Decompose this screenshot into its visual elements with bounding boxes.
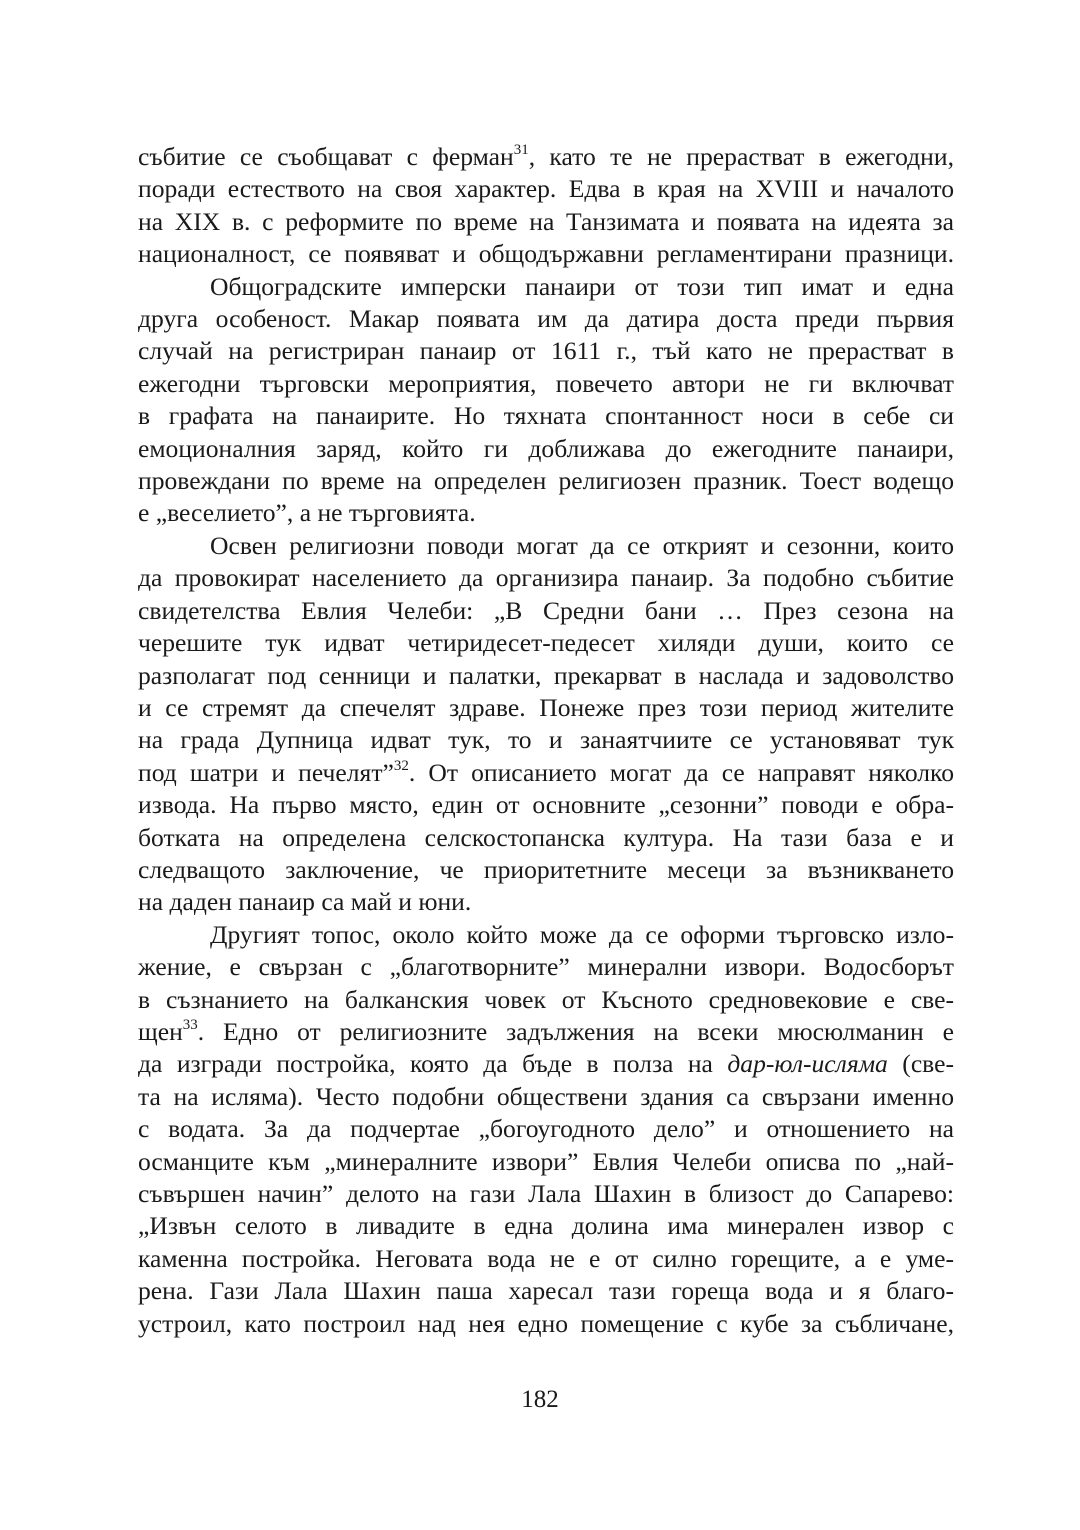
text-line xyxy=(138,335,954,367)
text-segment: щен xyxy=(138,1016,183,1046)
text-line xyxy=(138,1016,954,1048)
paragraphs xyxy=(138,141,954,1340)
text-segment: извода. На първо място, един от основните „сезонни” поводи е обра- xyxy=(138,790,954,820)
text-line xyxy=(138,724,954,756)
text-segment: в съзнанието на балканския човек от Късното средновековие е све- xyxy=(138,984,954,1014)
text-line xyxy=(138,757,954,789)
text-segment: свидетелства Евлия Челеби: „В Средни бани … През сезона на xyxy=(138,595,954,625)
text-segment: да провокират населението да организира панаир. За подобно събитие xyxy=(138,563,954,593)
text-segment: на града Дупница идват тук, то и занаятчиите се установяват тук xyxy=(138,725,954,755)
text-line xyxy=(138,238,954,270)
text-line xyxy=(138,562,954,594)
text-segment: разполагат под сенници и палатки, прекарват в наслада и задоволство xyxy=(138,660,954,690)
text-line xyxy=(138,854,954,886)
text-segment: каменна постройка. Неговата вода не е от силно горещите, а е уме- xyxy=(138,1243,954,1273)
text-line xyxy=(138,886,954,918)
text-segment: Освен религиозни поводи могат да се открият и сезонни, които xyxy=(210,530,954,560)
text-segment: поради естеството на своя характер. Едва в края на XVIII и началото xyxy=(138,174,954,204)
text-line xyxy=(138,1243,954,1275)
text-line xyxy=(138,173,954,205)
text-line xyxy=(138,271,954,303)
text-line xyxy=(138,1178,954,1210)
text-segment: ботката на определена селскостопанска култура. На тази база е и xyxy=(138,822,954,852)
text-segment: Другият топос, около който може да се оформи търговско изло- xyxy=(210,919,954,949)
text-line xyxy=(138,627,954,659)
text-line xyxy=(138,660,954,692)
text-segment: рена. Гази Лала Шахин паша харесал тази гореща вода и я благо- xyxy=(138,1276,954,1306)
text-line xyxy=(138,530,954,562)
text-segment: провеждани по време на определен религиозен празник. Тоест водещо xyxy=(138,466,954,496)
text-line xyxy=(138,465,954,497)
text-segment: „Извън селото в ливадите в една долина има минерален извор с xyxy=(138,1211,954,1241)
text-line xyxy=(138,1146,954,1178)
text-segment: на XIX в. с реформите по време на Танзимата и появата на идеята за xyxy=(138,206,954,236)
text-segment: под шатри и печелят” xyxy=(138,757,394,787)
text-line xyxy=(138,984,954,1016)
text-line xyxy=(138,919,954,951)
text-line xyxy=(138,497,954,529)
footnote-ref: 33 xyxy=(182,1016,198,1033)
paragraph-4 xyxy=(138,919,954,1340)
text-line xyxy=(138,1081,954,1113)
italic-term: дар-юл-исляма xyxy=(727,1049,888,1079)
page-body xyxy=(138,141,954,1340)
text-segment: с водата. За да подчертае „богоугодното дело” и отношението на xyxy=(138,1114,954,1144)
text-segment: , като те не прерастват в ежегодни, xyxy=(528,142,954,171)
text-line xyxy=(138,141,954,173)
text-segment: устроил, като построил над нея едно помещение с кубе за събличане, xyxy=(138,1308,954,1338)
text-segment: и се стремят да спечелят здраве. Понеже през този период жителите xyxy=(138,692,954,722)
text-segment: националност, се появяват и общодържавни регламентирани празници. xyxy=(138,239,954,269)
text-segment: събитие се съобщават с ферман xyxy=(138,142,514,171)
footnote-ref: 31 xyxy=(513,142,529,158)
text-line xyxy=(138,206,954,238)
paragraph-1 xyxy=(138,141,954,271)
text-line xyxy=(138,303,954,335)
text-segment: да изгради постройка, която да бъде в полза на xyxy=(138,1049,728,1079)
text-line xyxy=(138,1048,954,1080)
text-line xyxy=(138,822,954,854)
text-segment: ежегодни търговски мероприятия, повечето автори не ги включват xyxy=(138,368,954,398)
text-segment: в графата на панаирите. Но тяхната спонтанност носи в себе си xyxy=(138,401,954,431)
text-segment: съвършен начин” делото на гази Лала Шахин в близост до Сапарево: xyxy=(138,1179,954,1208)
text-segment: следващото заключение, че приоритетните месеци за възникването xyxy=(138,854,954,884)
footnote-ref: 32 xyxy=(393,757,409,774)
text-line xyxy=(138,595,954,627)
text-line xyxy=(138,1275,954,1307)
text-line xyxy=(138,368,954,400)
text-segment: (све- xyxy=(887,1049,954,1079)
text-segment: черешите тук идват четиридесет-педесет хиляди души, които се xyxy=(138,628,954,658)
text-line xyxy=(138,1308,954,1340)
text-line xyxy=(138,951,954,983)
text-line xyxy=(138,789,954,821)
text-segment: . Едно от религиозните задължения на всеки мюсюлманин е xyxy=(197,1016,954,1046)
text-segment: на даден панаир са май и юни. xyxy=(138,887,472,917)
text-segment: случай на регистриран панаир от 1611 г., тъй като не прерастват в xyxy=(138,336,954,366)
text-segment: е „веселието”, а не търговията. xyxy=(138,498,476,528)
page-number: 182 xyxy=(521,1386,559,1413)
text-segment: та на исляма). Често подобни обществени здания са свързани именно xyxy=(138,1081,954,1111)
text-line xyxy=(138,1210,954,1242)
text-segment: друга особеност. Макар появата им да датира доста преди първия xyxy=(138,304,954,334)
text-segment: османците към „минералните извори” Евлия Челеби описва по „най- xyxy=(138,1146,954,1176)
paragraph-2 xyxy=(138,271,954,530)
text-segment: жение, е свързан с „благотворните” минерални извори. Водосборът xyxy=(138,952,954,982)
text-segment: емоционалния заряд, който ги доближава до ежегодните панаири, xyxy=(138,433,954,463)
text-segment: . От описанието могат да се направят няколко xyxy=(408,757,954,787)
text-line xyxy=(138,400,954,432)
paragraph-3 xyxy=(138,530,954,919)
text-line xyxy=(138,692,954,724)
text-segment: Общоградските имперски панаири от този тип имат и една xyxy=(210,271,954,301)
text-line xyxy=(138,1113,954,1145)
text-line xyxy=(138,433,954,465)
